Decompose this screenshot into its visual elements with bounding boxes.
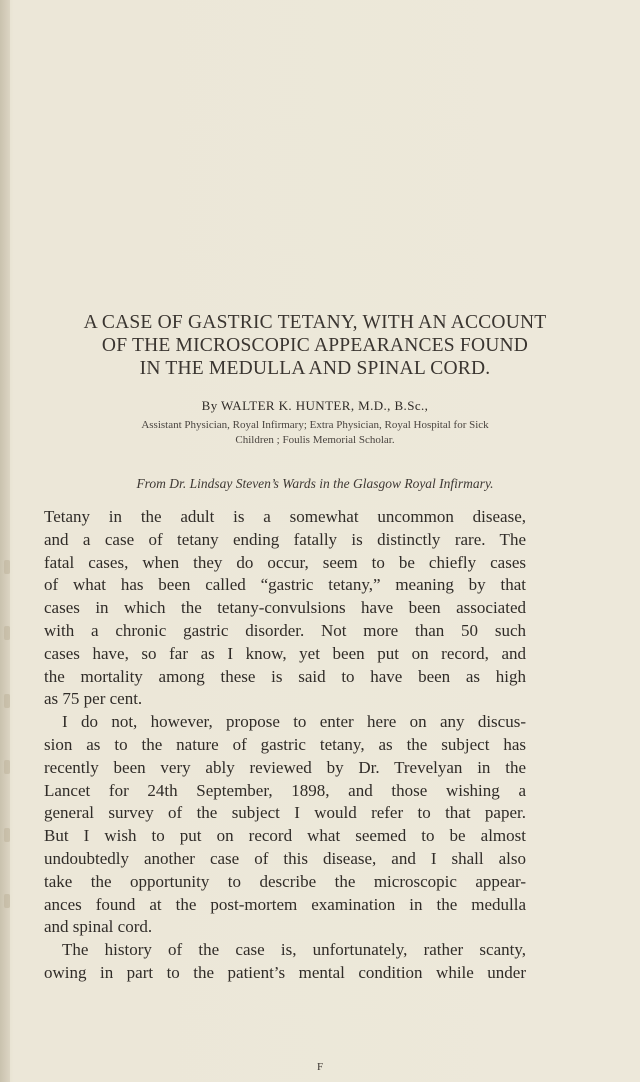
article-title [30,311,600,380]
body-line: I do not, however, propose to enter here on any discus- [62,712,526,732]
body-line: and spinal cord. [44,917,153,937]
body-line: with a chronic gastric disorder. Not more than 50 such [44,620,526,640]
title-line: OF THE MICROSCOPIC APPEARANCES FOUND [101,335,529,356]
body-line: of what has been called “gastric tetany,” meaning by that [44,575,526,595]
binding-mark [4,694,10,708]
body-line: Lancet for 24th September, 1898, and those wishing a [44,780,526,800]
binding-mark [4,626,10,640]
body-line: But I wish to put on record what seemed to be almost [44,826,526,846]
body-line: The history of the case is, unfortunately, rather scanty, [62,940,526,960]
title-line: A CASE OF GASTRIC TETANY, WITH AN ACCOUNT [83,312,547,333]
affiliation-line: Assistant Physician, Royal Infirmary; Extra Physician, Royal Hospital for Sick [141,419,489,431]
binding-mark [4,894,10,908]
affiliation-line: Children ; Foulis Memorial Scholar. [235,434,395,446]
body-line: general survey of the subject I would refer to that paper. [44,803,526,823]
body-line: and a case of tetany ending fatally is distinctly rare. The [44,529,526,549]
body-line: as 75 per cent. [44,689,143,709]
title-line: IN THE MEDULLA AND SPINAL CORD. [139,358,491,379]
author-affiliation [30,418,600,448]
body-line: fatal cases, when they do occur, seem to be chiefly cases [44,552,526,572]
article-body [44,506,526,985]
binding-mark [4,560,10,574]
body-line: owing in part to the patient’s mental condition while under [44,962,526,982]
signature-mark: F [316,1061,324,1073]
ward-attribution: From Dr. Lindsay Steven’s Wards in the Glasgow Royal Infirmary. [136,476,494,491]
body-line: take the opportunity to describe the microscopic appear- [44,871,526,891]
body-line: the mortality among these is said to have been as high [44,666,526,686]
binding-mark [4,828,10,842]
body-line: recently been very ably reviewed by Dr. Trevelyan in the [44,757,526,777]
body-line: ances found at the post-mortem examination in the medulla [44,894,526,914]
article-header [30,311,600,492]
binding-mark [4,760,10,774]
author-byline: By WALTER K. HUNTER, M.D., B.Sc., [201,398,429,413]
body-line: sion as to the nature of gastric tetany, as the subject has [44,734,526,754]
body-line: cases have, so far as I know, yet been put on record, and [44,643,526,663]
body-line: cases in which the tetany-convulsions have been associated [44,598,526,618]
page-binding-edge [0,0,10,1082]
body-line: undoubtedly another case of this disease, and I shall also [44,848,526,868]
body-line: Tetany in the adult is a somewhat uncommon disease, [44,507,526,526]
